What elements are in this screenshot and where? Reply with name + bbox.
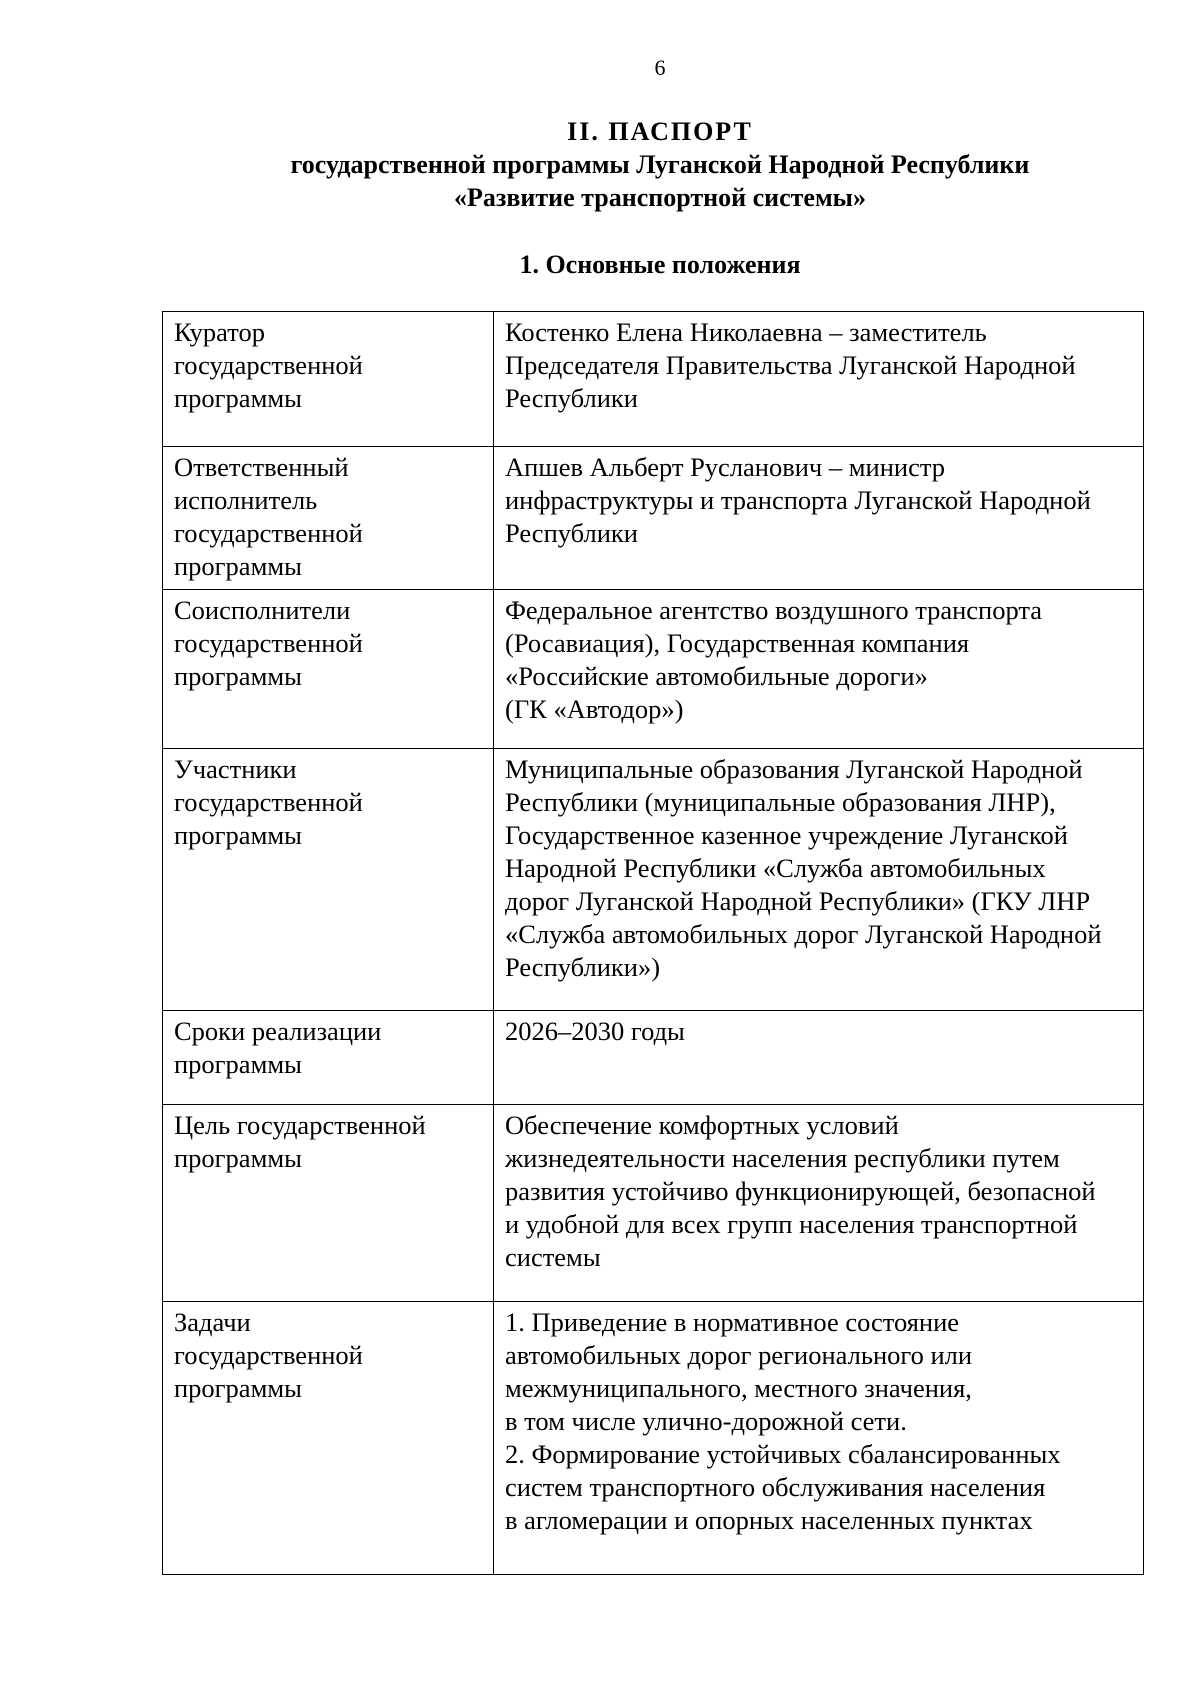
section-heading: 1. Основные положения	[519, 250, 801, 279]
row-value	[494, 312, 1144, 447]
label-line: программы	[174, 1143, 302, 1173]
row-label	[163, 1302, 494, 1575]
value-line: Республики»)	[505, 952, 661, 982]
row-label	[163, 447, 494, 590]
value-line: межмуниципального, местного значения,	[505, 1373, 972, 1403]
value-line: систем транспортного обслуживания населения	[505, 1472, 1046, 1502]
table-row-implementation-period	[163, 1011, 1144, 1105]
value-line: инфраструктуры и транспорта Луганской Народной	[505, 485, 1091, 515]
label-line: Участники	[174, 754, 297, 784]
row-label	[163, 1011, 494, 1105]
label-line: программы	[174, 383, 302, 413]
table-row-participants	[163, 749, 1144, 1011]
label-line: программы	[174, 661, 302, 691]
value-line: дорог Луганской Народной Республики» (ГКУ ЛНР	[505, 886, 1091, 916]
label-line: Соисполнители	[174, 595, 351, 625]
row-label	[163, 1105, 494, 1302]
title-line-2: государственной программы Луганской Народной Республики	[290, 150, 1030, 179]
value-line: системы	[505, 1242, 601, 1272]
value-line: Костенко Елена Николаевна – заместитель	[505, 317, 987, 347]
row-value	[494, 590, 1144, 749]
label-line: программы	[174, 820, 302, 850]
label-line: Куратор	[174, 317, 265, 347]
value-line: Обеспечение комфортных условий	[505, 1110, 899, 1140]
row-value	[494, 1011, 1144, 1105]
value-line: 1. Приведение в нормативное состояние	[505, 1307, 960, 1337]
document-title	[0, 115, 1200, 214]
row-label	[163, 590, 494, 749]
row-label	[163, 312, 494, 447]
row-value	[494, 1105, 1144, 1302]
value-line: 2026–2030 годы	[505, 1016, 685, 1046]
title-line-3: «Развитие транспортной системы»	[454, 183, 866, 212]
value-line: и удобной для всех групп населения транспортной	[505, 1209, 1078, 1239]
value-line: Федеральное агентство воздушного транспорта	[505, 595, 1043, 625]
label-line: Сроки реализации	[174, 1016, 382, 1046]
row-value	[494, 749, 1144, 1011]
value-line: (Росавиация), Государственная компания	[505, 628, 970, 658]
label-line: государственной	[174, 518, 363, 548]
label-line: государственной	[174, 350, 363, 380]
value-line: «Российские автомобильные дороги»	[505, 661, 928, 691]
value-line: 2. Формирование устойчивых сбалансированных	[505, 1439, 1061, 1469]
value-line: жизнедеятельности населения республики путем	[505, 1143, 1060, 1173]
value-line: Республики (муниципальные образования ЛНР),	[505, 787, 1056, 817]
label-line: государственной	[174, 628, 363, 658]
value-line: Государственное казенное учреждение Луганской	[505, 820, 1068, 850]
value-line: автомобильных дорог регионального или	[505, 1340, 973, 1370]
row-label	[163, 749, 494, 1011]
value-line: Председателя Правительства Луганской Народной	[505, 350, 1076, 380]
value-line: в агломерации и опорных населенных пунктах	[505, 1505, 1033, 1535]
label-line: государственной	[174, 1340, 363, 1370]
label-line: программы	[174, 1373, 302, 1403]
value-line: развития устойчиво функционирующей, безопасной	[505, 1176, 1096, 1206]
table-row-responsible-executor	[163, 447, 1144, 590]
label-line: Цель государственной	[174, 1110, 426, 1140]
row-value	[494, 1302, 1144, 1575]
value-line: (ГК «Автодор»)	[505, 694, 684, 724]
value-line: Республики	[505, 383, 638, 413]
label-line: программы	[174, 1049, 302, 1079]
label-line: Ответственный	[174, 452, 349, 482]
label-line: государственной	[174, 787, 363, 817]
value-line: Республики	[505, 518, 638, 548]
table-row-curator	[163, 312, 1144, 447]
row-value	[494, 447, 1144, 590]
table-row-goal	[163, 1105, 1144, 1302]
label-line: Задачи	[174, 1307, 251, 1337]
table-row-co-executors	[163, 590, 1144, 749]
table-row-tasks	[163, 1302, 1144, 1575]
value-line: в том числе улично-дорожной сети.	[505, 1406, 907, 1436]
value-line: Муниципальные образования Луганской Народной	[505, 754, 1083, 784]
value-line: Апшев Альберт Русланович – министр	[505, 452, 945, 482]
page-number: 6	[654, 55, 666, 80]
label-line: программы	[174, 551, 302, 581]
label-line: исполнитель	[174, 485, 318, 515]
title-line-1: II. ПАСПОРТ	[567, 117, 753, 146]
passport-table	[162, 311, 1144, 1575]
value-line: «Служба автомобильных дорог Луганской Народной	[505, 919, 1102, 949]
value-line: Народной Республики «Служба автомобильных	[505, 853, 1046, 883]
